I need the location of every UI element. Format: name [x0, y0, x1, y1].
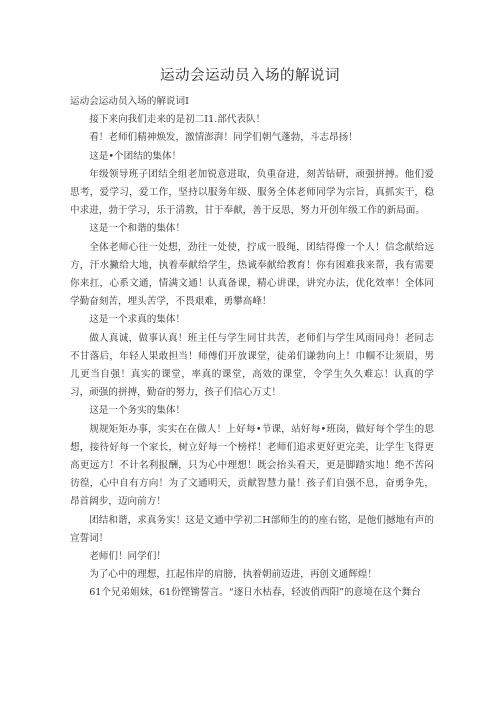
- paragraph: 运动会运动员入场的解说词Ⅰ: [70, 96, 189, 107]
- paragraph: 全体老师心往一处想，劲往一处使，拧成一股绳，团结得像一个人！信念献给远方，汗水撇给大地，执着奉献给学生，热诚奉献给教育！你有困难我来帮，我有需要你来扛，心系文通，情满文通！认真备课，精心讲课，讲究办法，优化效率！全体同学勤奋刻苦，埋头苦学，不畏艰难，勇攀高峰！: [70, 241, 434, 308]
- paragraph: 接下来向我们走来的是初二I1.部代表队！: [89, 114, 266, 126]
- paragraph: 这是一个求真的集体！: [89, 314, 186, 326]
- paragraph: 团结和谐，求真务实！这是文通中学初二H部师生的的座右铭，是他们撼地有声的宣誓词！: [70, 514, 434, 544]
- paragraph: 这是一个和谐的集体！: [89, 223, 186, 235]
- paragraph: 61个兄弟姐妹，61份铿锵誓言。“逐日水枯春，轻波俏西阳”的意境在这个舞台: [89, 587, 421, 599]
- paragraph: 这是一个务实的集体！: [89, 405, 186, 417]
- paragraph: 为了心中的理想，扛起伟岸的肩膀，执着朝前迈进，再创文通辉煌！: [89, 569, 377, 581]
- paragraph: 规规矩矩办事，实实在在做人！上好每•节课，站好每•班岗，做好每个学生的思想，接待好每一个家长，树立好每一个榜样！老师们追求更好更完美，让学生飞得更高更远方！不计名利报酬，只为心中理想！既会抬头看天，更是脚踏实地！绝不苦闷彷徨，心中自有方向！为了文通明天，贡献智慧力量！孩子们自强不息，奋勇争先，昂首阔步，迈向前方！: [70, 423, 434, 508]
- document-body: [70, 93, 434, 603]
- paragraph: 这是•个团结的集体！: [89, 150, 182, 162]
- paragraph: 老师们！同学们！: [89, 551, 166, 563]
- paragraph: 看！老师们精神焕发，激情澎湃！同学们朝气蓬勃，斗志昂扬！: [89, 132, 358, 144]
- paragraph: 年级领导班子团结全组老加锐意进取，负重奋进，刻苦钻研，顽强拼搏。他们爱思考，爱学习，爱工作，坚持以服务年级、服务全体老师同学为宗旨，真抓实干，稳中求进，勃于学习，乐于清教，甘于奉献，善于反思，努力开创年级工作的新局面。: [70, 168, 434, 217]
- paragraph: 做人真诚，做事认真！班主任与学生同甘共苦，老师们与学生风雨同舟！老同志不甘落后，年轻人果敢担当！师傅们开放课堂，徒弟们谦勃向上！巾帼不让须眉，男儿更当自强！真实的课堂，率真的课堂，高效的课堂，令学生久久难忘！认真的学习，顽强的拼搏，勤奋的努力，孩子们信心万丈！: [70, 332, 434, 399]
- document-title: 运动会运动员入场的解说词: [160, 68, 340, 84]
